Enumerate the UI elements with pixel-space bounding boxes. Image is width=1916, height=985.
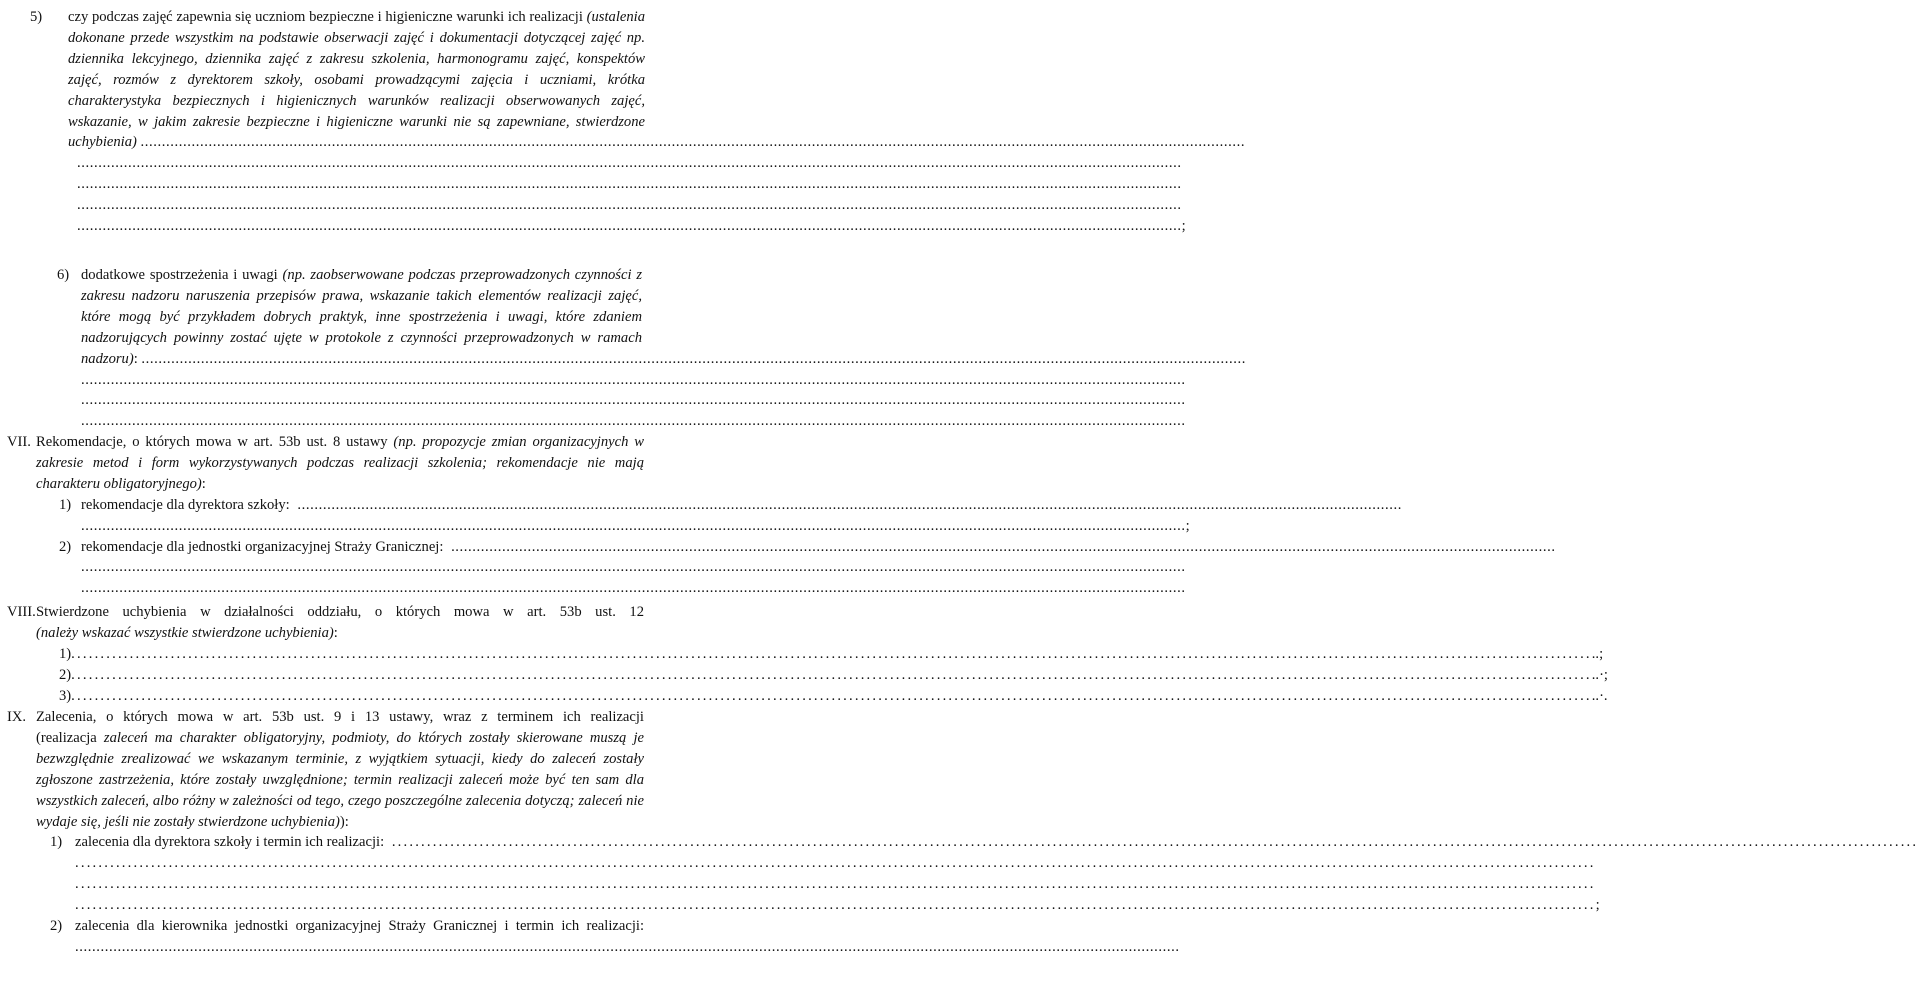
fill-in-line[interactable]: .................................................................................................................................................................................................................................................................... [75, 855, 1596, 872]
item-number: 1) [50, 834, 63, 851]
fill-in-line[interactable]: .................................................................................................................................................................................................................................................................... [81, 392, 1186, 409]
item-number: 3) [59, 687, 72, 704]
list-item [59, 665, 1608, 686]
paren-close: ): [339, 813, 349, 830]
fill-in-line[interactable]: .................................................................................................................................................................................................................................................................... [75, 897, 1596, 914]
item-note: (np. zaobserwowane podczas przeprowadzonych czynności z zakresu nadzoru naruszenia przepisów prawa, wskazanie takich elementów realizacji zajęć, które mogą być przykładem dobrych praktyk, inne spostrzeżenia i uwagi, które zdaniem nadzorujących powinny zostać ujęte w protokole z czynności przeprowadzonych w ramach nadzoru) [81, 267, 642, 367]
colon: : [333, 624, 338, 641]
item-number: 1) [59, 645, 72, 662]
line-end-mark: ; [1181, 218, 1186, 235]
section-title: Rekomendacje, o których mowa w art. 53b ust. 8 ustawy [36, 434, 394, 450]
section-note: zaleceń ma charakter obligatoryjny, podmioty, do których zostały skierowane muszą je bezwzględnie zrealizować we wskazanym terminie, z wyjątkiem sytuacji, kiedy do zaleceń zostały zgłoszone zastrzeżenia, które zostały uwzględnione; termin realizacji zaleceń może być ten sam dla wszystkich zaleceń, albo różny w zależności od tego, czego poszczególne zalecenia dotyczą; zaleceń nie wydaje się, jeśli nie zostały stwierdzone uchybienia) [36, 729, 644, 830]
fill-in-line[interactable]: .................................................................................................................................................................................................................................................................... [71, 687, 1592, 704]
fill-in-line[interactable]: .................................................................................................................................................................................................................................................................... [77, 218, 1182, 235]
fill-in-line[interactable]: .................................................................................................................................................................................................................................................................... [297, 496, 1402, 513]
section-note: (np. propozycje zmian organizacyjnych w zakresie metod i form wykorzystywanych podczas realizacji szkolenia; rekomendacje nie mają charakteru obligatoryjnego) [36, 434, 644, 492]
section-ix [7, 707, 1916, 958]
section-text [36, 432, 644, 495]
list-item [59, 686, 1608, 707]
item-number: 5) [30, 9, 43, 25]
item-text: rekomendacje dla dyrektora szkoły: [81, 496, 290, 513]
fill-in-line[interactable]: .................................................................................................................................................................................................................................................................... [81, 559, 1186, 576]
fill-in-line[interactable]: .................................................................................................................................................................................................................................................................... [77, 176, 1182, 193]
list-item [59, 644, 1604, 665]
item-5 [30, 7, 1246, 237]
line-end-mark: . [1912, 834, 1916, 851]
section-title: Zalecenia, o których mowa w art. 53b ust. 9 i 13 ustawy, wraz z terminem ich realizacji [36, 709, 644, 725]
section-number: IX. [7, 709, 27, 725]
fill-in-line[interactable]: .................................................................................................................................................................................................................................................................... [81, 413, 1186, 430]
item-text: zalecenia dla dyrektora szkoły i termin ich realizacji: [75, 834, 385, 851]
line-end-mark: ..; [1591, 645, 1604, 662]
item-6 [57, 265, 1247, 432]
section-note: (należy wskazać wszystkie stwierdzone uchybienia) [36, 624, 334, 641]
section-note-line [36, 623, 644, 644]
fill-in-line[interactable]: .................................................................................................................................................................................................................................................................... [77, 197, 1182, 214]
item-number: 2) [59, 538, 72, 555]
section-number: VIII. [7, 604, 36, 620]
item-number: 2) [50, 918, 63, 934]
fill-in-line[interactable]: .................................................................................................................................................................................................................................................................... [75, 938, 1180, 955]
item-title: dodatkowe spostrzeżenia i uwagi [81, 267, 283, 283]
item-text: zalecenia dla kierownika jednostki organizacyjnej Straży Granicznej i termin ich realizacji: [75, 918, 644, 934]
item-text [81, 265, 1247, 370]
item-text: rekomendacje dla jednostki organizacyjnej Straży Granicznej: [81, 538, 444, 555]
section-vii [7, 432, 1556, 599]
fill-in-line[interactable]: .................................................................................................................................................................................................................................................................... [81, 580, 1186, 597]
item-number: 2) [59, 666, 72, 683]
fill-in-line[interactable]: .................................................................................................................................................................................................................................................................... [71, 645, 1592, 662]
item-title: czy podczas zajęć zapewnia się uczniom bezpieczne i higieniczne warunki ich realizacji [68, 9, 587, 25]
fill-in-line[interactable]: .................................................................................................................................................................................................................................................................... [451, 538, 1556, 555]
fill-in-line[interactable]: .................................................................................................................................................................................................................................................................... [391, 834, 1913, 851]
colon: : [133, 350, 138, 367]
fill-in-line[interactable]: .................................................................................................................................................................................................................................................................... [141, 350, 1247, 367]
fill-in-line[interactable]: .................................................................................................................................................................................................................................................................... [140, 134, 1246, 151]
section-viii [7, 602, 1608, 706]
line-end-mark: ; [1595, 897, 1600, 914]
line-end-mark: ..·; [1591, 666, 1608, 683]
section-title: Stwierdzone uchybienia w działalności oddziału, o których mowa w art. 53b ust. 12 [36, 604, 644, 620]
colon: : [201, 475, 206, 492]
fill-in-line[interactable]: .................................................................................................................................................................................................................................................................... [71, 666, 1592, 683]
item-number: 1) [59, 496, 72, 513]
section-number: VII. [7, 434, 31, 450]
fill-in-line[interactable]: .................................................................................................................................................................................................................................................................... [81, 517, 1186, 534]
line-end-mark: ..·. [1591, 687, 1608, 704]
line-end-mark: ; [1185, 517, 1190, 534]
item-note: (ustalenia dokonane przede wszystkim na podstawie obserwacji zajęć i dokumentacji dotyczącej zajęć np. dziennika lekcyjnego, dziennika zajęć z zakresu szkolenia, harmonogramu zajęć, konspektów zajęć, rozmów z dyrektorem szkoły, osobami prowadzącymi zajęcia i uczniami, krótka charakterystyka bezpiecznych i higienicznych warunków realizacji obserwowanych zajęć, wskazanie, w jakim zakresie bezpieczne i higieniczne warunki nie są zapewniane, stwierdzone uchybienia) [68, 9, 645, 151]
fill-in-line[interactable]: .................................................................................................................................................................................................................................................................... [77, 155, 1182, 172]
item-number: 6) [57, 267, 70, 283]
paren-open: (realizacja [36, 729, 104, 746]
item-text-line [75, 916, 1180, 958]
item-text [68, 7, 1246, 153]
fill-in-line[interactable]: .................................................................................................................................................................................................................................................................... [75, 876, 1596, 893]
section-note-paragraph [36, 728, 644, 833]
fill-in-line[interactable]: .................................................................................................................................................................................................................................................................... [81, 371, 1186, 388]
